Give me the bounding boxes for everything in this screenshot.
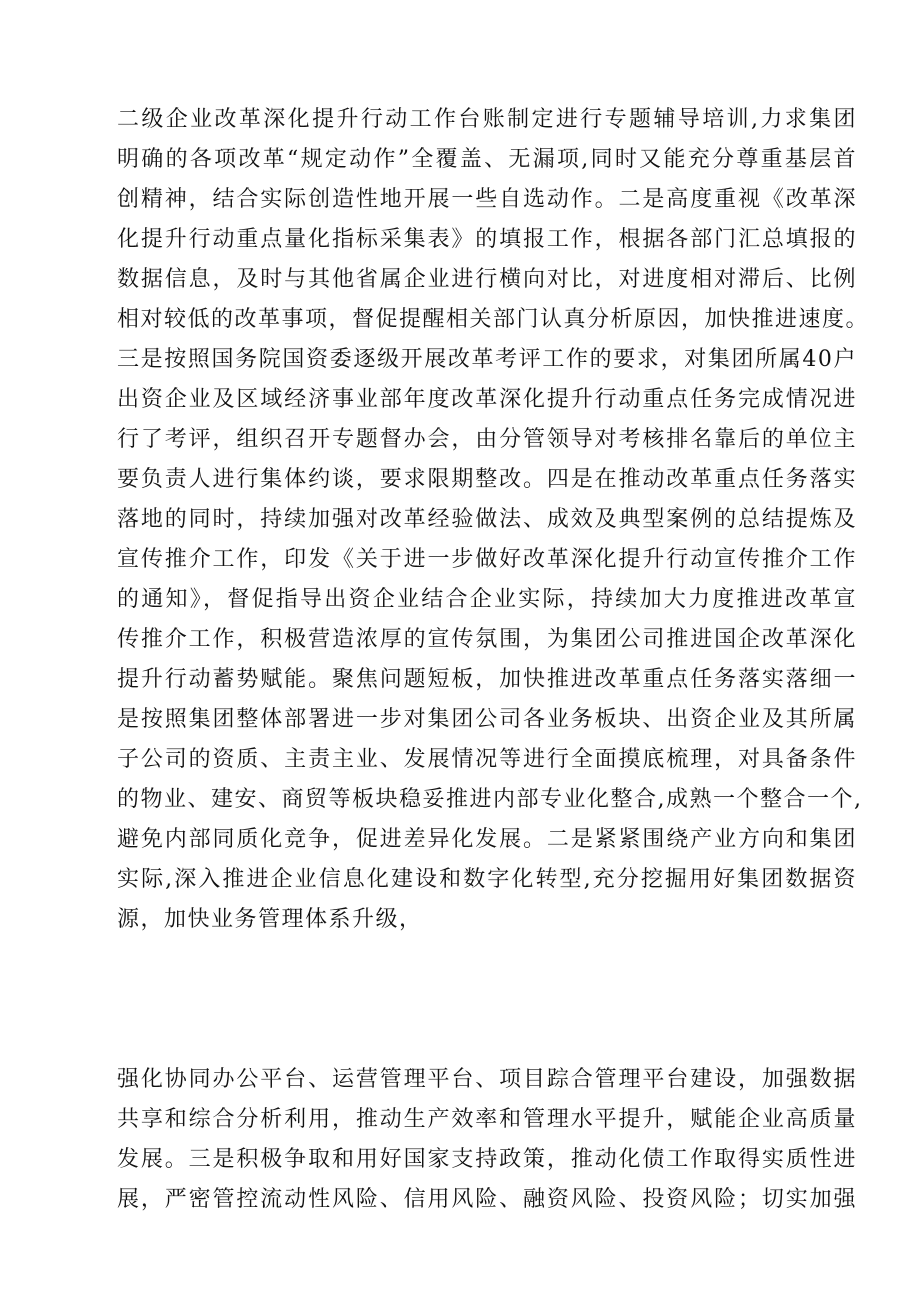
text-line: 相对较低的改革事项，督促提醒相关部门认真分析原因，加快推进速度。: [117, 307, 870, 332]
text-line: 的通知》，督促指导出资企业结合企业实际，持续加大力度推进改革宣: [117, 587, 857, 612]
text-line: 的物业、建安、商贸等板块稳妥推进内部专业化整合,成熟一个整合一个,: [117, 787, 863, 812]
text-line: 创精神，结合实际创造性地开展一些自选动作。二是高度重视《改革深: [117, 187, 857, 212]
text-line: 宣传推介工作，印发《关于进一步做好改革深化提升行动宣传推介工作: [117, 547, 857, 572]
text-line: 二级企业改革深化提升行动工作台账制定进行专题辅导培训,力求集团: [117, 107, 857, 132]
text-line: 化提升行动重点量化指标采集表》的填报工作，根据各部门汇总填报的: [117, 227, 857, 252]
text-line: 避免内部同质化竞争，促进差异化发展。二是紧紧围绕产业方向和集团: [117, 827, 857, 852]
text-line: 共享和综合分析利用，推动生产效率和管理水平提升，赋能企业高质量: [117, 1107, 857, 1132]
text-line: 行了考评，组织召开专题督办会，由分管领导对考核排名靠后的单位主: [117, 427, 857, 452]
text-line: 发展。三是积极争取和用好国家支持政策，推动化债工作取得实质性进: [117, 1147, 857, 1172]
text-line: 源，加快业务管理体系升级，: [117, 907, 423, 932]
text-line: 传推介工作，积极营造浓厚的宣传氛围，为集团公司推进国企改革深化: [117, 627, 857, 652]
text-line: 展，严密管控流动性风险、信用风险、融资风险、投资风险；切实加强: [117, 1187, 857, 1212]
text-line: 出资企业及区域经济事业部年度改革深化提升行动重点任务完成情况进: [117, 387, 857, 412]
text-line: 强化协同办公平台、运营管理平台、项目踪合管理平台建设，加强数据: [117, 1067, 857, 1092]
text-line: 数据信息，及时与其他省属企业进行横向对比，对进度相对滞后、比例: [117, 267, 857, 292]
body-paragraph-2: [117, 1060, 857, 1220]
text-line: 落地的同时，持续加强对改革经验做法、成效及典型案例的总结提炼及: [117, 507, 857, 532]
text-line: 子公司的资质、主责主业、发展情况等进行全面摸底梳理，对具备条件: [117, 747, 857, 772]
text-line: 明确的各项改革“规定动作”全覆盖、无漏项,同时又能充分尊重基层首: [117, 147, 857, 172]
text-line: 是按照集团整体部署进一步对集团公司各业务板块、出资企业及其所属: [117, 707, 857, 732]
body-paragraph-1: [117, 100, 870, 940]
text-line: 提升行动蓄势赋能。聚焦问题短板，加快推进改革重点任务落实落细一: [117, 667, 857, 692]
text-line: 要负责人进行集体约谈，要求限期整改。四是在推动改革重点任务落实: [117, 467, 857, 492]
text-line: 实际,深入推进企业信息化建设和数字化转型,充分挖掘用好集团数据资: [117, 867, 857, 892]
text-line: 三是按照国务院国资委逐级开展改革考评工作的要求，对集团所属40户: [117, 347, 857, 372]
